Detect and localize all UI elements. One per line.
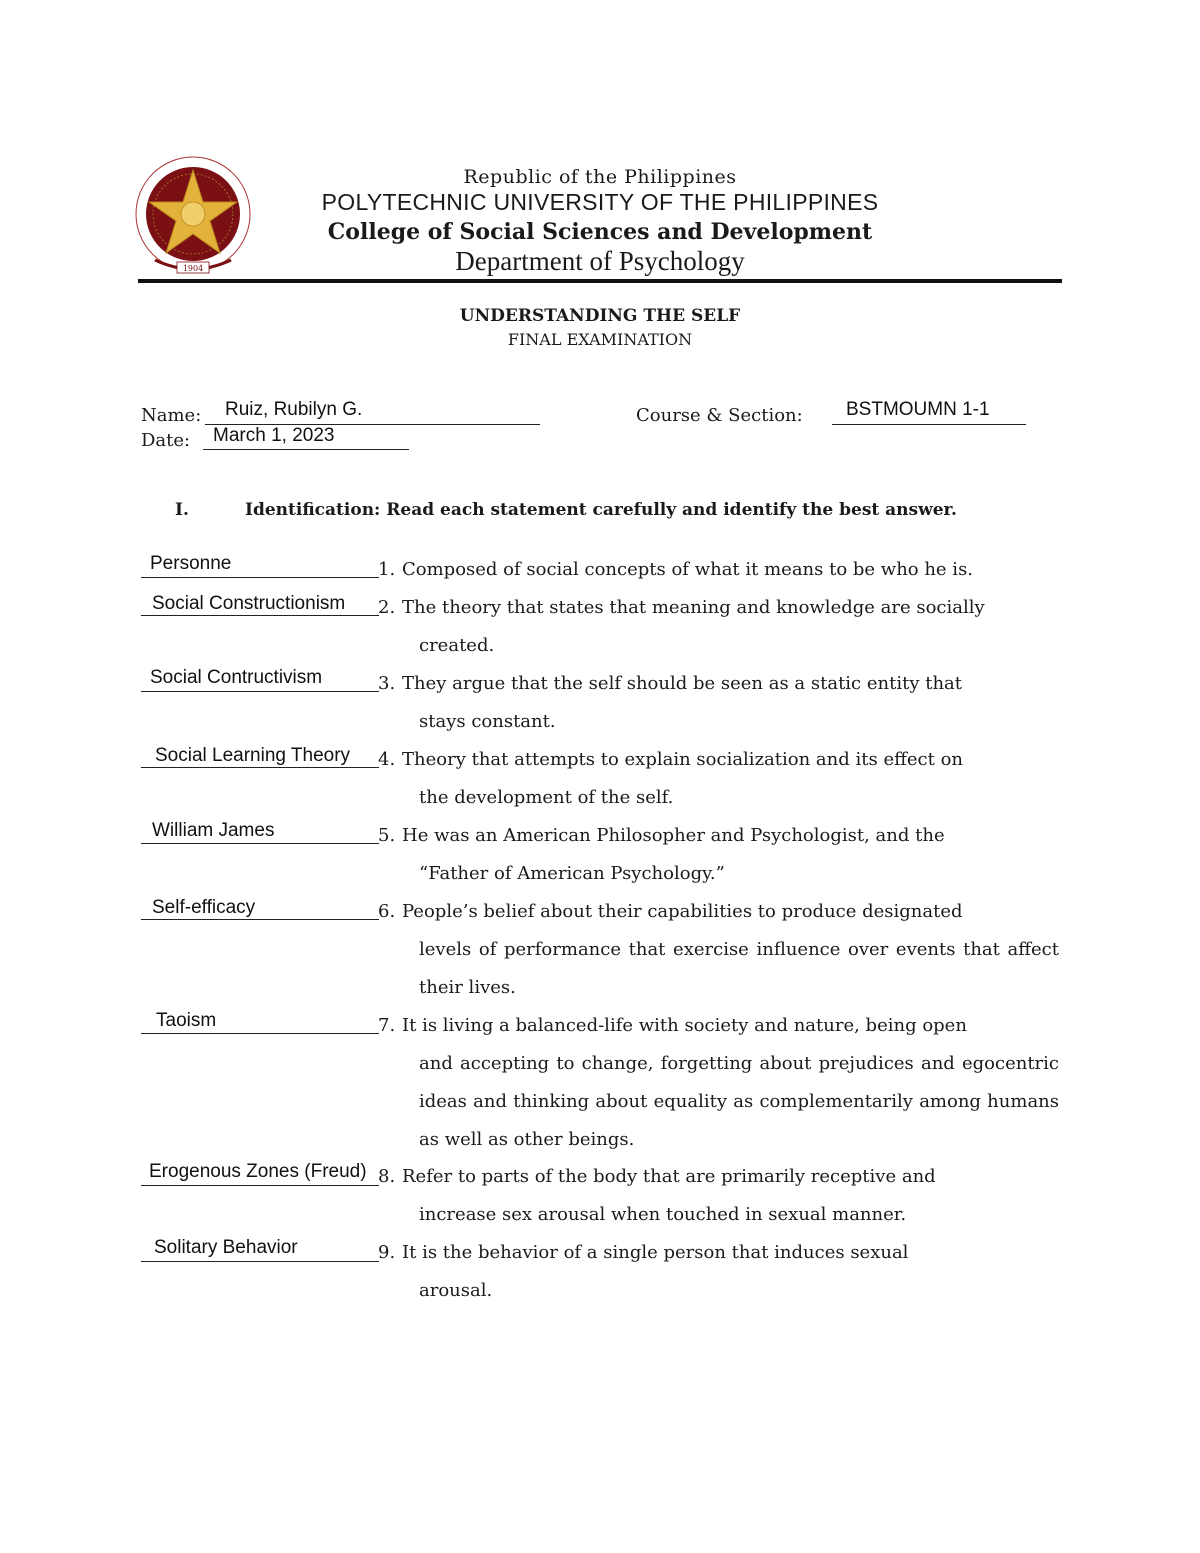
question-text: He was an American Philosopher and Psychologist, and the	[402, 825, 945, 846]
question-number: 8.	[378, 1166, 396, 1187]
question-text: Theory that attempts to explain socialization and its effect on	[402, 749, 963, 770]
question-text: The theory that states that meaning and knowledge are socially	[402, 597, 985, 618]
answer-field[interactable]: Social Constructionism	[152, 593, 346, 614]
question-number: 2.	[378, 597, 396, 618]
question-continuation: arousal.	[419, 1280, 493, 1301]
question-number: 6.	[378, 901, 396, 922]
date-label: Date:	[141, 430, 191, 451]
question-item	[378, 665, 1059, 741]
answer-underline	[141, 919, 379, 920]
name-field[interactable]: Ruiz, Rubilyn G.	[225, 399, 363, 420]
exam-subtitle: FINAL EXAMINATION	[507, 330, 693, 349]
question-text: Composed of social concepts of what it means to be who he is.	[402, 559, 974, 580]
question-continuation: increase sex arousal when touched in sexual manner.	[419, 1204, 907, 1225]
question-continuation: “Father of American Psychology.”	[419, 863, 725, 884]
course-label: Course & Section:	[636, 405, 803, 426]
question-continuation: stays constant.	[419, 711, 556, 732]
question-item	[378, 1007, 1059, 1159]
question-text: They argue that the self should be seen as a static entity that	[402, 673, 963, 694]
question-number: 1.	[378, 559, 396, 580]
answer-field[interactable]: Solitary Behavior	[154, 1237, 298, 1258]
question-text: Refer to parts of the body that are primarily receptive and	[402, 1166, 936, 1187]
question-continuation: the development of the self.	[419, 787, 674, 808]
college-name: College of Social Sciences and Development	[327, 219, 873, 245]
answer-field[interactable]: Social Learning Theory	[155, 745, 351, 766]
answer-field[interactable]: Social Contructivism	[150, 667, 323, 688]
question-text: It is living a balanced-life with society and nature, being open	[402, 1015, 967, 1036]
section-number: I.	[175, 500, 189, 520]
question-item	[378, 741, 1059, 817]
question-item	[378, 551, 1059, 589]
question-item	[378, 1158, 1059, 1234]
question-item	[378, 893, 1059, 1007]
answer-underline	[141, 577, 379, 578]
question-text: It is the behavior of a single person that induces sexual	[402, 1242, 909, 1263]
question-item	[378, 589, 1059, 665]
answer-field[interactable]: Self-efficacy	[152, 897, 256, 918]
answer-underline	[141, 691, 379, 692]
answer-field[interactable]: Personne	[150, 553, 232, 574]
question-number: 5.	[378, 825, 396, 846]
question-continuation: created.	[419, 635, 495, 656]
question-item	[378, 817, 1059, 893]
question-number: 9.	[378, 1242, 396, 1263]
course-underline	[832, 424, 1026, 425]
question-item	[378, 1234, 1059, 1310]
republic-line: Republic of the Philippines	[463, 166, 737, 188]
answer-underline	[141, 843, 379, 844]
answer-underline	[141, 1261, 379, 1262]
seal-year: 1904	[182, 264, 204, 273]
department-name: Department of Psychology	[455, 246, 745, 276]
answer-field[interactable]: Erogenous Zones (Freud)	[149, 1161, 367, 1182]
question-continuation: and accepting to change, forgetting about prejudices and egocentric ideas and thinking about equality as complementarily among humans as well as other beings.	[419, 1053, 1059, 1150]
question-continuation: levels of performance that exercise influence over events that affect their lives.	[419, 939, 1059, 998]
section-instruction: Identification: Read each statement carefully and identify the best answer.	[245, 500, 957, 520]
question-number: 3.	[378, 673, 396, 694]
answer-underline	[141, 767, 379, 768]
question-text: People’s belief about their capabilities to produce designated	[402, 901, 963, 922]
date-underline	[203, 449, 409, 450]
exam-title: UNDERSTANDING THE SELF	[459, 306, 741, 326]
header-rule	[138, 279, 1062, 283]
name-label: Name:	[141, 405, 202, 426]
answer-field[interactable]: Taoism	[156, 1010, 217, 1031]
answer-underline	[141, 1033, 379, 1034]
answer-underline	[141, 615, 379, 616]
university-name: POLYTECHNIC UNIVERSITY OF THE PHILIPPINES	[321, 189, 879, 215]
question-number: 4.	[378, 749, 396, 770]
date-field[interactable]: March 1, 2023	[213, 425, 335, 446]
answer-field[interactable]: William James	[152, 820, 275, 841]
question-number: 7.	[378, 1015, 396, 1036]
answer-underline	[141, 1185, 379, 1186]
course-field[interactable]: BSTMOUMN 1-1	[846, 399, 990, 420]
